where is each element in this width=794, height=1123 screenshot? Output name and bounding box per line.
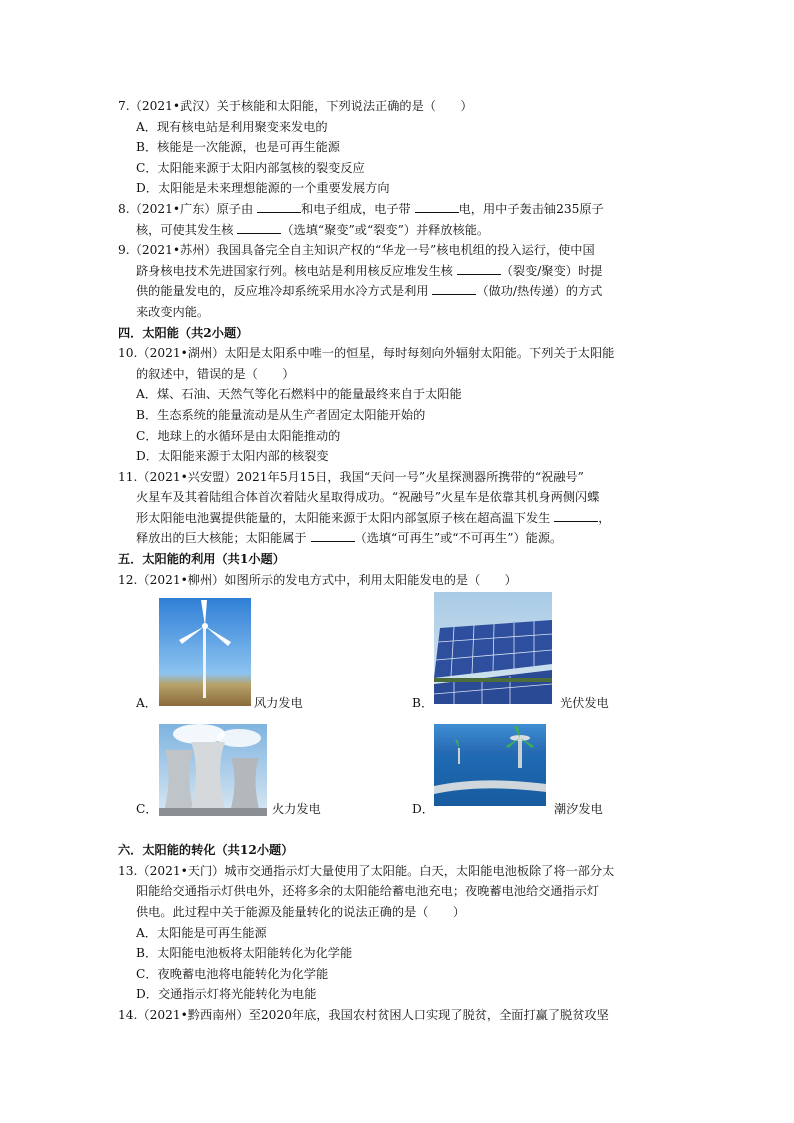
option-a: A．现有核电站是利用聚变来发电的 <box>136 119 328 134</box>
question-stem: 13.（2021•天门）城市交通指示灯大量使用了太阳能。白天，太阳能电池板除了将一部分太 <box>118 863 615 878</box>
tidal-turbine-image <box>434 724 546 806</box>
choice-caption: 风力发电 <box>254 696 303 711</box>
choice-letter: B． <box>412 696 434 711</box>
question-stem-cont: 供电。此过程中关于能源及能量转化的说法正确的是（ ） <box>136 905 466 920</box>
answer-blank[interactable] <box>457 262 501 275</box>
section-heading-6: 六．太阳能的转化（共12小题） <box>118 843 294 858</box>
question-8 <box>118 199 688 240</box>
choice-c[interactable] <box>118 722 398 840</box>
choice-caption: 潮汐发电 <box>554 802 603 817</box>
question-10 <box>118 343 688 467</box>
question-14-stem: 14.（2021•黔西南州）至2020年底，我国农村贫困人口实现了脱贫，全面打赢了脱贫攻坚 <box>118 1008 609 1022</box>
wind-turbine-image <box>159 598 251 706</box>
document-page <box>118 96 688 1026</box>
question-11 <box>118 467 688 549</box>
choice-letter: A． <box>136 696 157 711</box>
option-c: C．太阳能来源于太阳内部氢核的裂变反应 <box>136 160 365 175</box>
question-stem-cont: 火星车及其着陆组合体首次着陆火星取得成功。“祝融号”火星车是依靠其机身两侧闪蝶 <box>136 490 600 505</box>
question-12-choices-row-2 <box>118 722 688 840</box>
option-c: C．夜晚蓄电池将电能转化为化学能 <box>136 966 329 981</box>
choice-caption: 光伏发电 <box>560 696 609 711</box>
cooling-tower-image <box>159 724 267 816</box>
option-b: B．核能是一次能源，也是可再生能源 <box>136 140 340 155</box>
option-d: D．太阳能是未来理想能源的一个重要发展方向 <box>136 181 390 196</box>
question-stem-cont: 核，可使其发生核 （选填“聚变”或“裂变”）并释放核能。 <box>136 222 490 237</box>
choice-letter: C． <box>136 802 158 817</box>
choice-letter: D． <box>412 802 434 817</box>
question-stem: 10.（2021•湖州）太阳是太阳系中唯一的恒星，每时每刻向外辐射太阳能。下列关于太阳能 <box>118 346 615 361</box>
question-stem: 9.（2021•苏州）我国具备完全自主知识产权的“华龙一号”核电机组的投入运行，使中国 <box>118 243 595 258</box>
question-stem: 8.（2021•广东）原子由 和电子组成，电子带 电，用中子轰击铀235原子 <box>118 201 604 216</box>
question-stem-cont: 供的能量发电的，反应堆冷却系统采用水冷方式是利用 （做功/热传递）的方式 <box>136 284 603 299</box>
option-d: D．太阳能来源于太阳内部的核裂变 <box>136 449 329 464</box>
question-stem-cont: 形太阳能电池翼提供能量的，太阳能来源于太阳内部氢原子核在超高温下发生 ， <box>136 510 611 525</box>
question-7 <box>118 96 688 199</box>
question-stem: 11.（2021•兴安盟）2021年5月15日，我国“天问一号”火星探测器所携带的“祝融号” <box>118 469 584 484</box>
section-heading-4: 四．太阳能（共2小题） <box>118 325 249 340</box>
answer-blank[interactable] <box>237 221 281 234</box>
question-stem-cont: 的叙述中，错误的是（ ） <box>136 366 295 381</box>
question-9 <box>118 240 688 322</box>
answer-blank[interactable] <box>415 200 459 213</box>
answer-blank[interactable] <box>257 200 301 213</box>
question-12-choices-row-1 <box>118 590 688 722</box>
solar-panel-image <box>434 592 552 704</box>
question-13 <box>118 861 688 1005</box>
question-stem-cont: 来改变内能。 <box>136 304 210 319</box>
choice-d[interactable] <box>410 722 690 840</box>
option-b: B．生态系统的能量流动是从生产者固定太阳能开始的 <box>136 407 426 422</box>
option-b: B．太阳能电池板将太阳能转化为化学能 <box>136 946 353 961</box>
option-a: A．太阳能是可再生能源 <box>136 925 267 940</box>
answer-blank[interactable] <box>432 282 476 295</box>
question-12-stem: 12.（2021•柳州）如图所示的发电方式中，利用太阳能发电的是（ ） <box>118 572 517 587</box>
question-stem-cont: 阳能给交通指示灯供电外，还将多余的太阳能给蓄电池充电；夜晚蓄电池给交通指示灯 <box>136 884 600 899</box>
option-d: D．交通指示灯将光能转化为电能 <box>136 987 317 1002</box>
section-heading-5: 五．太阳能的利用（共1小题） <box>118 552 285 567</box>
answer-blank[interactable] <box>311 529 355 542</box>
choice-b[interactable] <box>410 590 690 722</box>
question-stem: 7.（2021•武汉）关于核能和太阳能，下列说法正确的是（ ） <box>118 99 473 113</box>
option-a: A．煤、石油、天然气等化石燃料中的能量最终来自于太阳能 <box>136 387 462 402</box>
choice-caption: 火力发电 <box>272 802 321 817</box>
choice-a[interactable] <box>118 590 398 722</box>
question-stem-cont: 跻身核电技术先进国家行列。核电站是利用核反应堆发生核 （裂变/聚变）时提 <box>136 263 603 278</box>
question-stem-cont: 释放出的巨大核能；太阳能属于 （选填“可再生”或“不可再生”）能源。 <box>136 531 563 546</box>
answer-blank[interactable] <box>554 509 598 522</box>
option-c: C．地球上的水循环是由太阳能推动的 <box>136 428 341 443</box>
